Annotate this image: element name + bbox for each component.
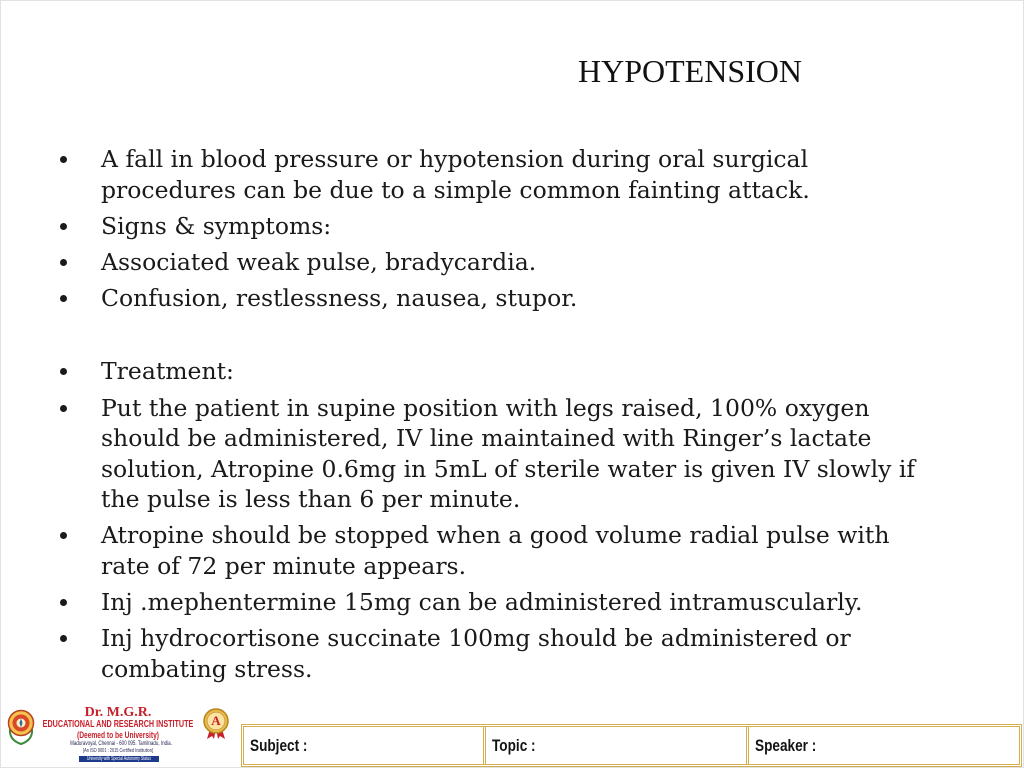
subject-cell — [244, 727, 483, 764]
logo-certification: [An ISO 9001 : 2015 Certified Institution] — [83, 748, 153, 754]
bullet-item — [58, 520, 915, 581]
bullet-line: Associated weak pulse, bradycardia. — [101, 247, 537, 276]
bullet-section — [58, 356, 915, 684]
bullet-line: A fall in blood pressure or hypotension during oral surgical — [101, 145, 809, 173]
logo-name: Dr. M.G.R. — [84, 705, 152, 720]
logo-institute: EDUCATIONAL AND RESEARCH INSTITUTE — [42, 719, 194, 730]
bullet-text — [101, 587, 862, 618]
bullet-item — [58, 247, 915, 278]
bullet-section — [58, 144, 915, 313]
bullet-line: Inj .mephentermine 15mg can be administered intramuscularly. — [101, 588, 863, 617]
topic-label: Topic : — [492, 735, 536, 755]
bullet-marker — [58, 623, 101, 654]
bullet-marker — [58, 393, 101, 424]
bullet-line: Put the patient in supine position with legs raised, 100% oxygen — [101, 393, 870, 422]
speaker-cell — [746, 727, 1019, 764]
bullet-item — [58, 211, 915, 242]
logo-address: Maduravoyal, Chennai - 600 095. Tamilnadu, India. — [70, 741, 172, 747]
bullet-text — [101, 283, 577, 314]
bullet-line: procedures can be due to a simple common fainting attack. — [101, 175, 810, 204]
bullet-item — [58, 144, 915, 205]
bullet-text — [101, 356, 234, 387]
bullet-text — [101, 393, 915, 515]
bullet-line: rate of 72 per minute appears. — [101, 552, 467, 581]
bullet-item — [58, 587, 915, 618]
bullet-line: the pulse is less than 6 per minute. — [101, 485, 521, 514]
bullet-item — [58, 393, 915, 515]
logo-status: (Deemed to be University) — [76, 730, 160, 741]
bullet-marker — [58, 356, 101, 387]
bullet-marker — [58, 211, 101, 242]
speaker-label: Speaker : — [755, 735, 817, 755]
bullet-line: combating stress. — [101, 654, 313, 683]
bullet-line: solution, Atropine 0.6mg in 5mL of sterile water is given IV slowly if — [101, 454, 916, 483]
slide-body — [58, 144, 915, 684]
bullet-text — [101, 520, 890, 581]
topic-cell — [483, 727, 746, 764]
bullet-marker — [58, 144, 101, 175]
bullet-text — [101, 247, 536, 278]
bullet-line: Treatment: — [101, 357, 234, 386]
subject-label: Subject : — [250, 735, 308, 755]
bullet-line: should be administered, IV line maintained with Ringer’s lactate — [101, 424, 872, 453]
bullet-marker — [58, 520, 101, 551]
bullet-line: Atropine should be stopped when a good volume radial pulse with — [101, 521, 890, 550]
logo-autonomy-bar — [79, 756, 159, 762]
bullet-item — [58, 283, 915, 314]
bullet-marker — [58, 283, 101, 314]
bullet-text — [101, 144, 810, 205]
bullet-marker — [58, 587, 101, 618]
slide-title: HYPOTENSION — [578, 53, 802, 89]
university-emblem-icon — [7, 707, 35, 745]
bullet-item — [58, 623, 915, 684]
bullet-line: Inj hydrocortisone succinate 100mg should be administered or — [101, 624, 851, 653]
bullet-line: Signs & symptoms: — [101, 211, 332, 240]
bullet-line: Confusion, restlessness, nausea, stupor. — [101, 283, 578, 312]
logo-autonomy-text: University with Special Autonomy Status — [86, 756, 152, 762]
footer-info-bar — [241, 724, 1022, 767]
bullet-marker — [58, 247, 101, 278]
institution-logo — [1, 699, 237, 767]
grade-badge-letter: A — [211, 713, 221, 728]
bullet-item — [58, 356, 915, 387]
bullet-text — [101, 211, 331, 242]
bullet-text — [101, 623, 851, 684]
